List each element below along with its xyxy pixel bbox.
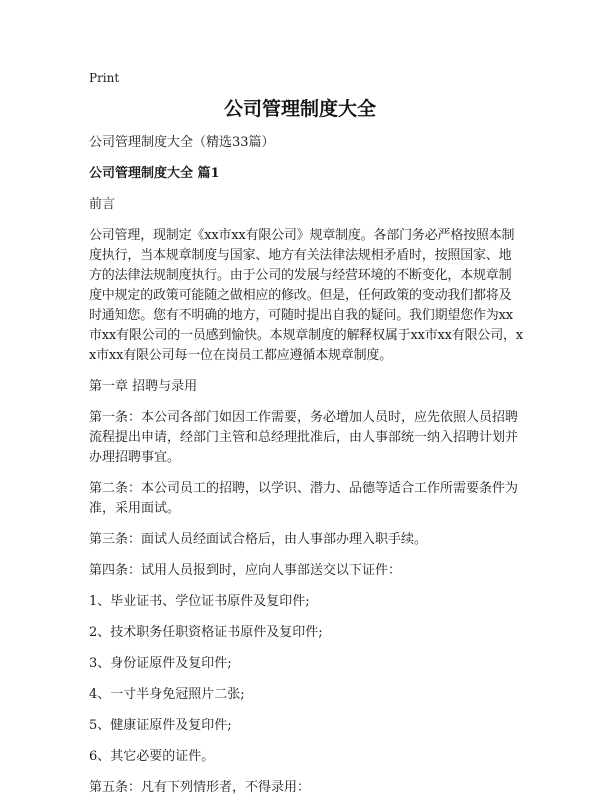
chapter-heading: 第一章 招聘与录用: [89, 379, 198, 394]
section-heading: 公司管理制度大全 篇1: [89, 166, 220, 181]
page-title: 公司管理制度大全: [223, 98, 376, 120]
article-2: 第二条：本公司员工的招聘，以学识、潜力、品德等适合工作所需要条件为准，采用面试。: [89, 481, 519, 516]
document-body: [89, 133, 523, 798]
intro-paragraph: 公司管理，现制定《xx市xx有限公司》规章制度。各部门务必严格按照本制度执行，当本规章制度与国家、地方有关法律法规相矛盾时，按照国家、地方的法律法规制度执行。由于公司的发展与经营环境的不断变化，本规章制度中规定的政策可能随之做相应的修改。但是，任何政策的变动我们都将及时通知您。您有不明确的地方，可随时提出自我的疑问。我们期望您作为xx市xx有限公司的一员感到愉快。本规章制度的解释权属于xx市xx有限公司，xx市xx有限公司每一位在岗员工都应遵循本规章制度。: [89, 228, 523, 363]
document-item: 6、其它必要的证件。: [89, 749, 215, 764]
preface-label: 前言: [89, 197, 116, 212]
document-item: 1、毕业证书、学位证书原件及复印件;: [89, 594, 310, 609]
subtitle: 公司管理制度大全（精选33篇）: [89, 135, 275, 150]
document-item: 3、身份证原件及复印件;: [89, 656, 232, 671]
document-item: 5、健康证原件及复印件;: [89, 718, 232, 733]
document-item: 2、技术职务任职资格证书原件及复印件;: [89, 625, 323, 640]
article-3: 第三条：面试人员经面试合格后，由人事部办理入职手续。: [89, 532, 428, 547]
article-5: 第五条：凡有下列情形者，不得录用：: [89, 780, 311, 795]
article-4: 第四条：试用人员报到时，应向人事部送交以下证件：: [89, 563, 402, 578]
article-1: 第一条：本公司各部门如因工作需要，务必增加人员时，应先依照人员招聘流程提出申请，经部门主管和总经理批准后，由人事部统一纳入招聘计划并办理招聘事宜。: [89, 410, 519, 465]
document-item: 4、一寸半身免冠照片二张;: [89, 687, 245, 702]
print-label[interactable]: Print: [89, 71, 120, 85]
